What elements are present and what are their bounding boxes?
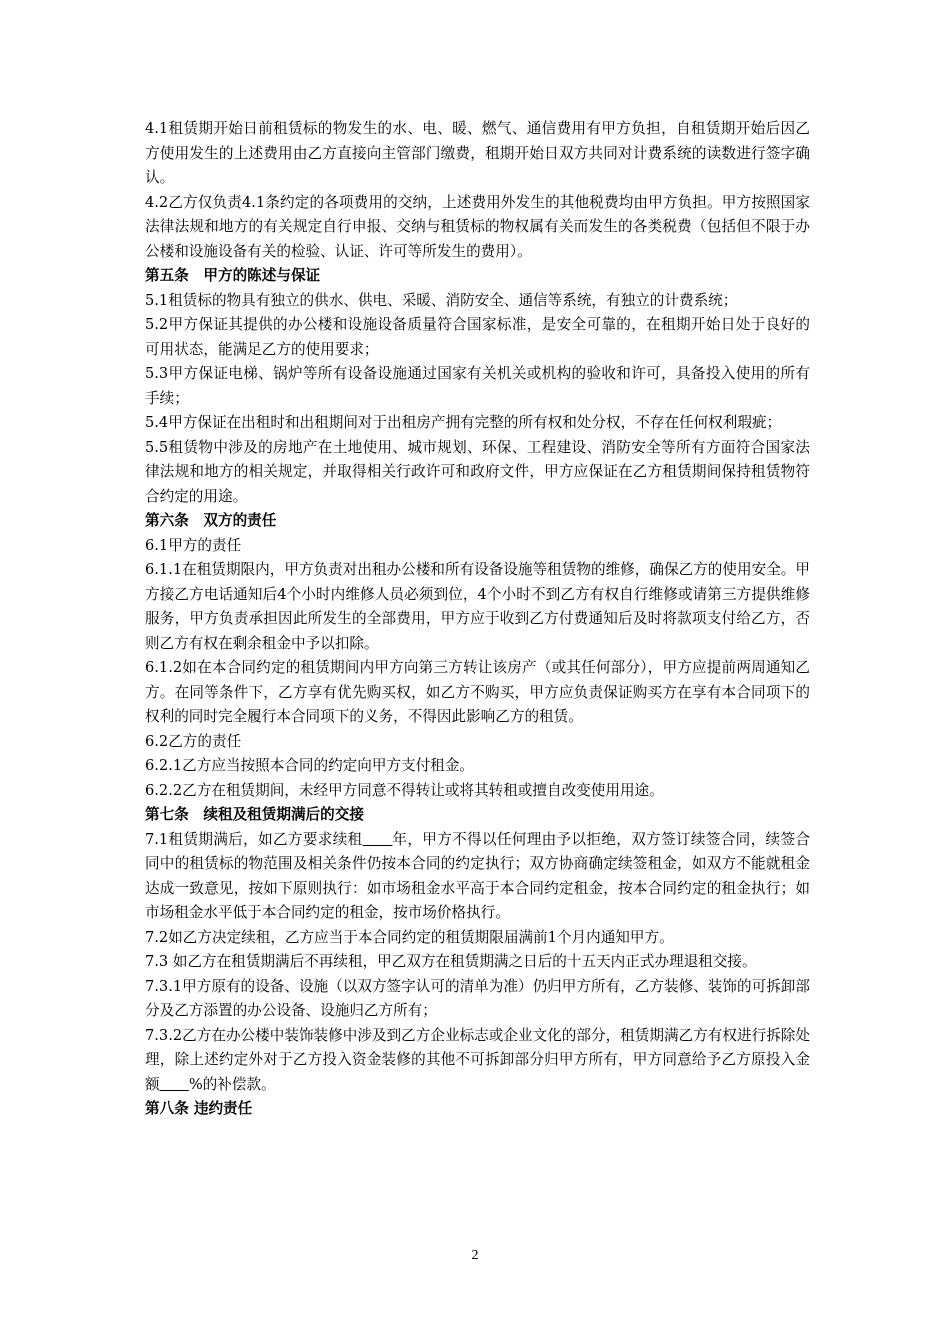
paragraph-text: 7.3.2乙方在办公楼中装饰装修中涉及到乙方企业标志或企业文化的部分，租赁期满乙方有权进行拆除处理，除上述约定外对于乙方投入资金装修的其他不可拆卸部分归甲方所有，甲方同意给予乙方原投入金额: [145, 1026, 810, 1093]
paragraph: [145, 828, 810, 926]
fill-in-blank: [160, 1076, 189, 1093]
paragraph: 6.1.1在租赁期限内，甲方负责对出租办公楼和所有设备设施等租赁物的维修，确保乙方的使用安全。甲方接乙方电话通知后4个小时内维修人员必须到位，4个小时不到乙方有权自行维修或请第三方提供维修服务，甲方负责承担因此所发生的全部费用，甲方应于收到乙方付费通知后及时将款项支付给乙方，否则乙方有权在剩余租金中予以扣除。: [145, 561, 810, 652]
paragraph: 5.4甲方保证在出租时和出租期间对于出租房产拥有完整的所有权和处分权，不存在任何权利瑕疵；: [145, 414, 782, 431]
paragraph: 5.3甲方保证电梯、锅炉等所有设备设施通过国家有关机关或机构的验收和许可，具备投入使用的所有手续；: [145, 365, 810, 407]
paragraph-text: 7.1租赁期满后，如乙方要求续租: [145, 830, 363, 848]
paragraph: 7.2如乙方决定续租，乙方应当于本合同约定的租赁期限届满前1个月内通知甲方。: [145, 928, 674, 946]
section-heading: 第六条 双方的责任: [145, 512, 277, 529]
page-number: 2: [471, 1248, 479, 1263]
paragraph-text: %的补偿款。: [188, 1075, 276, 1093]
fill-in-blank: [363, 831, 393, 848]
paragraph: [145, 1024, 810, 1098]
paragraph: 7.3 如乙方在租赁期满后不再续租，甲乙双方在租赁期满之日后的十五天内正式办理退租交接。: [145, 953, 757, 970]
paragraph: 5.2甲方保证其提供的办公楼和设施设备质量符合国家标准，是安全可靠的，在租期开始日处于良好的可用状态，能满足乙方的使用要求；: [145, 316, 810, 358]
paragraph: 4.1租赁期开始日前租赁标的物发生的水、电、暖、燃气、通信费用有甲方负担，自租赁期开始后因乙方使用发生的上述费用由乙方直接向主管部门缴费，租期开始日双方共同对计费系统的读数进行签字确认。: [145, 120, 810, 186]
document-body: [145, 117, 810, 1122]
paragraph: 5.1租赁标的物具有独立的供水、供电、采暖、消防安全、通信等系统，有独立的计费系统；: [145, 291, 738, 309]
section-heading: 第七条 续租及租赁期满后的交接: [145, 806, 364, 823]
paragraph: 6.2.1乙方应当按照本合同的约定向甲方支付租金。: [145, 757, 475, 774]
section-heading: 第八条 违约责任: [145, 1100, 253, 1117]
paragraph: 6.2.2乙方在租赁期间，未经甲方同意不得转让或将其转租或擅自改变使用用途。: [145, 781, 664, 799]
paragraph: 6.1.2如在本合同约定的租赁期间内甲方向第三方转让该房产（或其任何部分），甲方应提前两周通知乙方。在同等条件下，乙方享有优先购买权，如乙方不购买，甲方应负责保证购买方在享有本合同项下的权利的同时完全履行本合同项下的义务，不得因此影响乙方的租赁。: [145, 659, 810, 725]
paragraph: 4.2乙方仅负责4.1条约定的各项费用的交纳，上述费用外发生的其他税费均由甲方负担。甲方按照国家法律法规和地方的有关规定自行申报、交纳与租赁标的物权属有关而发生的各类税费（包括但不限于办公楼和设施设备有关的检验、认证、许可等所发生的费用）。: [145, 193, 810, 260]
paragraph: 5.5租赁物中涉及的房地产在土地使用、城市规划、环保、工程建设、消防安全等所有方面符合国家法律法规和地方的相关规定，并取得相关行政许可和政府文件，甲方应保证在乙方租赁期间保持租赁物符合约定的用途。: [145, 438, 810, 505]
paragraph: 6.2乙方的责任: [145, 732, 242, 750]
paragraph: 6.1甲方的责任: [145, 536, 242, 554]
paragraph-text: 年，甲方不得以任何理由予以拒绝，双方签订续签合同，续签合同中的租赁标的物范围及相关条件仍按本合同的约定执行；双方协商确定续签租金，如双方不能就租金达成一致意见，按如下原则执行：如市场租金水平高于本合同约定租金，按本合同约定的租金执行；如市场租金水平低于本合同约定的租金，按市场价格执行。: [145, 830, 810, 921]
section-heading: 第五条 甲方的陈述与保证: [145, 267, 321, 284]
paragraph: 7.3.1甲方原有的设备、设施（以双方签字认可的清单为准）仍归甲方所有，乙方装修、装饰的可拆卸部分及乙方添置的办公设备、设施归乙方所有；: [145, 977, 810, 1019]
